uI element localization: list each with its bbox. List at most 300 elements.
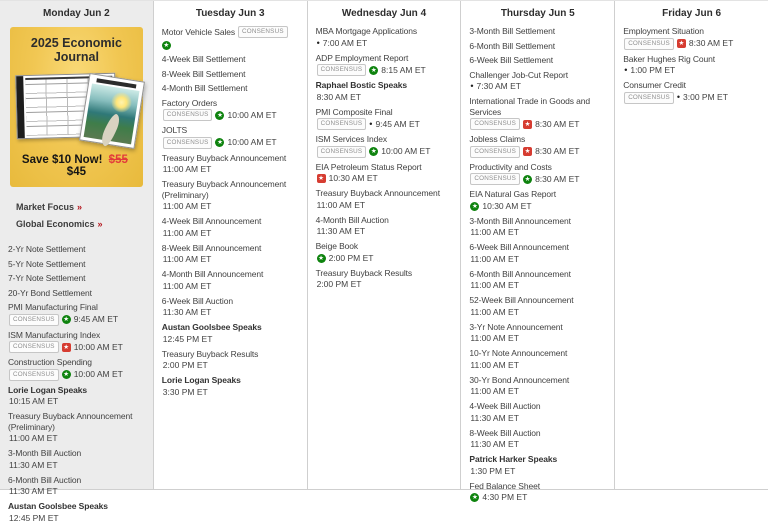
event-name[interactable]: 6-Month Bill Auction <box>8 474 82 485</box>
journal-ad-price <box>15 154 138 178</box>
event-item <box>469 41 606 52</box>
day-header: Thursday Jun 5 <box>500 8 575 19</box>
event-name[interactable]: Lorie Logan Speaks <box>8 384 87 395</box>
event-item <box>469 322 606 345</box>
event-name-row <box>162 153 299 164</box>
event-detail <box>8 341 145 353</box>
event-time: 10:00 AM ET <box>73 369 123 379</box>
event-detail <box>316 173 453 184</box>
event-item <box>162 216 299 239</box>
sun-illustration <box>110 91 133 114</box>
event-name-row <box>162 83 299 94</box>
star-icon-green: ★ <box>524 175 531 183</box>
event-detail <box>469 439 606 450</box>
event-item <box>162 269 299 292</box>
event-name[interactable]: 3-Yr Note Announcement <box>469 321 563 332</box>
event-detail <box>8 486 145 497</box>
event-name[interactable]: 6-Month Bill Announcement <box>469 268 571 279</box>
event-name[interactable]: PMI Composite Final <box>315 106 393 117</box>
journal-cover-landscape <box>84 84 140 145</box>
event-item <box>469 295 606 318</box>
day-column <box>615 1 768 489</box>
event-time: 8:30 AM ET <box>535 173 580 184</box>
event-item <box>316 162 453 185</box>
event-name[interactable]: Treasury Buyback Announcement <box>161 152 287 163</box>
event-item <box>316 80 453 103</box>
consensus-badge: CONSENSUS <box>163 109 213 121</box>
event-time: 8:30 AM ET <box>316 91 362 102</box>
event-time: 11:00 AM ET <box>9 433 58 443</box>
event-item <box>469 242 606 265</box>
event-detail <box>469 146 606 158</box>
event-detail <box>162 164 299 175</box>
event-item <box>8 244 145 255</box>
event-time: 10:00 AM ET <box>73 341 123 352</box>
event-time: 8:15 AM ET <box>381 64 426 75</box>
event-name[interactable]: Jobless Claims <box>469 134 526 144</box>
event-name-row <box>469 269 606 280</box>
event-name[interactable]: International Trade in Goods and Services <box>469 96 590 117</box>
event-item <box>469 428 606 451</box>
star-icon-red: ★ <box>678 40 685 47</box>
event-name[interactable]: Austan Goolsbee Speaks <box>161 322 262 332</box>
event-name-row <box>469 189 606 200</box>
event-name[interactable]: 3-Month Bill Settlement <box>469 26 555 36</box>
event-item <box>623 80 760 104</box>
event-name-row <box>316 107 453 118</box>
event-detail <box>469 360 606 371</box>
star-icon-green: ★ <box>63 371 70 378</box>
event-detail <box>162 307 299 318</box>
event-name-row <box>8 411 145 432</box>
event-detail <box>162 360 299 371</box>
journal-ad-title: 2025 Economic Journal <box>30 36 122 64</box>
day-column <box>0 1 154 523</box>
event-time: 11:30 AM ET <box>470 439 519 449</box>
event-name[interactable]: EIA Natural Gas Report <box>469 189 557 199</box>
event-item <box>316 215 453 238</box>
event-name[interactable]: ISM Manufacturing Index <box>8 329 101 340</box>
event-time: 2:00 PM ET <box>316 279 362 289</box>
event-name-row <box>469 322 606 333</box>
event-name[interactable]: Motor Vehicle Sales <box>161 26 236 37</box>
day-header: Monday Jun 2 <box>43 8 110 19</box>
event-item <box>469 348 606 371</box>
event-name[interactable]: 6-Week Bill Auction <box>161 295 233 306</box>
event-name[interactable]: EIA Petroleum Status Report <box>315 161 422 172</box>
event-detail <box>469 81 606 92</box>
event-name[interactable]: Lorie Logan Speaks <box>161 375 241 385</box>
event-time: 7:00 AM ET <box>322 37 368 48</box>
event-time: 8:30 AM ET <box>688 38 734 48</box>
event-time: 1:30 PM ET <box>470 465 516 476</box>
event-item <box>8 357 145 381</box>
event-item <box>623 54 760 77</box>
event-item <box>316 268 453 291</box>
event-name[interactable]: 4-Week Bill Auction <box>469 401 541 411</box>
event-name[interactable]: 2-Yr Note Settlement <box>8 244 86 254</box>
star-icon-red: ★ <box>524 120 531 128</box>
event-name-row <box>316 268 453 279</box>
event-time: 10:30 AM ET <box>328 173 378 183</box>
day-column <box>461 1 615 502</box>
day-header: Friday Jun 6 <box>662 8 722 19</box>
event-time: 8:30 AM ET <box>535 146 580 156</box>
event-detail <box>162 109 299 121</box>
event-name-row <box>469 55 606 66</box>
event-detail <box>316 92 453 103</box>
event-time: 11:00 AM ET <box>162 227 212 238</box>
event-name[interactable]: 3-Month Bill Auction <box>8 448 82 458</box>
event-detail <box>162 254 299 265</box>
journal-ad[interactable] <box>10 27 143 187</box>
event-name[interactable]: 4-Week Bill Settlement <box>161 54 246 64</box>
event-time: 10:00 AM ET <box>381 146 431 156</box>
save-text: Save $10 Now! <box>21 154 103 166</box>
event-name-row <box>162 54 299 65</box>
event-item <box>623 26 760 50</box>
event-name-row <box>316 162 453 173</box>
event-item <box>469 162 606 186</box>
event-name[interactable]: Treasury Buyback Announcement <box>315 188 440 198</box>
event-detail <box>8 513 145 524</box>
bullet-icon: • <box>470 81 474 91</box>
event-detail <box>162 281 299 292</box>
event-name-row <box>469 295 606 306</box>
event-name-row <box>316 215 453 226</box>
event-name-row <box>162 69 299 80</box>
event-item <box>469 55 606 66</box>
event-name-row <box>316 80 453 91</box>
event-detail <box>469 254 606 265</box>
event-item <box>469 454 606 477</box>
event-detail <box>316 279 453 290</box>
event-name[interactable]: 7-Yr Note Settlement <box>8 273 86 283</box>
event-name[interactable]: Consumer Credit <box>623 80 686 90</box>
event-name-row <box>162 216 299 227</box>
consensus-badge: CONSENSUS <box>624 92 674 104</box>
new-price: $45 <box>66 166 86 178</box>
event-name-row <box>316 134 453 145</box>
event-name[interactable]: PMI Manufacturing Final <box>8 302 98 312</box>
star-icon-green: ★ <box>471 202 478 210</box>
event-detail <box>623 65 760 76</box>
consensus-badge: CONSENSUS <box>238 26 288 38</box>
event-time: 11:00 AM ET <box>470 386 519 396</box>
event-name-row <box>162 26 299 50</box>
event-name[interactable]: Treasury Buyback Announcement (Preliminary) <box>161 179 287 200</box>
event-time: 10:00 AM ET <box>227 137 277 147</box>
event-name-row <box>469 41 606 52</box>
event-name-row <box>623 54 760 65</box>
event-item <box>162 125 299 149</box>
event-name-row <box>162 98 299 109</box>
event-item <box>8 411 145 444</box>
event-detail <box>469 173 606 185</box>
link-arrow-icon: » <box>77 202 83 212</box>
event-name[interactable]: Baker Hughes Rig Count <box>623 53 716 64</box>
event-item <box>316 53 453 77</box>
event-item <box>162 322 299 345</box>
event-time: 11:00 AM ET <box>162 201 212 211</box>
event-name-row <box>469 348 606 359</box>
consensus-badge: CONSENSUS <box>163 137 213 149</box>
event-name[interactable]: Austan Goolsbee Speaks <box>8 501 108 511</box>
event-time: 11:00 AM ET <box>470 306 519 317</box>
event-item <box>162 26 299 50</box>
event-item <box>316 188 453 211</box>
event-name[interactable]: Treasury Buyback Results <box>315 267 413 278</box>
event-item <box>8 448 145 471</box>
event-item <box>8 302 145 326</box>
event-detail <box>469 118 606 130</box>
section-links <box>8 193 145 244</box>
event-detail <box>469 227 606 238</box>
event-name-row <box>469 375 606 386</box>
event-item <box>469 375 606 398</box>
event-name-row <box>469 242 606 253</box>
day-events <box>0 24 153 524</box>
star-icon-green: ★ <box>370 148 377 155</box>
event-detail <box>623 92 760 104</box>
event-item <box>316 107 453 131</box>
event-item <box>162 83 299 94</box>
event-name[interactable]: 20-Yr Bond Settlement <box>8 287 92 298</box>
event-name-row <box>162 125 299 136</box>
event-name-row <box>623 26 760 37</box>
event-name-row <box>623 80 760 91</box>
event-name[interactable]: 8-Week Bill Auction <box>469 427 541 438</box>
event-name-row <box>8 357 145 368</box>
star-icon-green: ★ <box>163 42 170 49</box>
link-arrow-icon: » <box>97 219 103 229</box>
event-name-row <box>469 216 606 227</box>
event-name[interactable]: 4-Month Bill Settlement <box>161 83 248 93</box>
star-icon-red: ★ <box>318 175 324 182</box>
event-time: 11:00 AM ET <box>470 359 519 370</box>
event-name[interactable]: 6-Week Bill Settlement <box>469 55 554 65</box>
event-detail <box>316 64 453 76</box>
event-detail <box>162 387 299 398</box>
event-item <box>469 26 606 37</box>
event-time: 11:00 AM ET <box>316 199 366 210</box>
event-name-row <box>469 481 606 492</box>
event-time: 3:00 PM ET <box>683 92 728 102</box>
event-detail <box>316 200 453 211</box>
consensus-badge: CONSENSUS <box>317 118 367 130</box>
event-name[interactable]: 30-Yr Bond Announcement <box>469 374 570 385</box>
bullet-icon: • <box>676 92 681 102</box>
event-time: 9:45 AM ET <box>375 118 420 129</box>
event-name-row <box>162 296 299 307</box>
bullet-icon: • <box>316 37 320 48</box>
event-time: 2:00 PM ET <box>328 252 374 263</box>
event-detail <box>316 118 453 130</box>
bullet-icon: • <box>624 65 628 75</box>
star-icon-green: ★ <box>471 494 478 501</box>
day-header: Tuesday Jun 3 <box>195 8 265 19</box>
event-item <box>469 216 606 239</box>
event-item <box>8 273 145 284</box>
event-detail <box>469 466 606 477</box>
event-name[interactable]: 10-Yr Note Announcement <box>469 348 568 358</box>
consensus-badge: CONSENSUS <box>624 38 674 50</box>
event-name[interactable]: Treasury Buyback Announcement (Preliminary) <box>8 411 133 432</box>
event-name-row <box>469 454 606 465</box>
event-time: 12:45 PM ET <box>9 512 59 523</box>
event-name-row <box>8 288 145 299</box>
event-detail <box>469 307 606 318</box>
event-name-row <box>8 259 145 270</box>
event-name[interactable]: Raphael Bostic Speaks <box>315 80 408 90</box>
event-name-row <box>162 179 299 200</box>
event-name-row <box>469 162 606 173</box>
event-name[interactable]: Patrick Harker Speaks <box>469 454 558 464</box>
event-item <box>469 269 606 292</box>
day-column <box>308 1 462 489</box>
bullet-icon: • <box>369 118 373 129</box>
event-name[interactable]: 8-Week Bill Announcement <box>161 242 262 253</box>
event-name[interactable]: 4-Month Bill Announcement <box>161 269 264 279</box>
event-name[interactable]: 4-Month Bill Auction <box>315 214 389 225</box>
event-time: 11:00 AM ET <box>162 164 212 174</box>
event-item <box>162 54 299 65</box>
event-name[interactable]: Productivity and Costs <box>469 161 552 172</box>
event-item <box>8 259 145 270</box>
day-events <box>308 24 461 290</box>
event-name[interactable]: Treasury Buyback Results <box>161 348 259 359</box>
market-focus-link[interactable]: Market Focus » <box>16 202 83 212</box>
event-time: 2:00 PM ET <box>162 360 208 370</box>
event-time: 12:45 PM ET <box>162 333 213 344</box>
event-name[interactable]: 4-Week Bill Announcement <box>161 216 262 226</box>
event-detail <box>316 253 453 264</box>
event-name-row <box>162 243 299 254</box>
event-detail <box>469 280 606 291</box>
event-detail <box>8 369 145 381</box>
event-name[interactable]: Construction Spending <box>8 357 92 367</box>
event-item <box>316 241 453 264</box>
star-icon-red: ★ <box>524 148 531 155</box>
event-item <box>162 153 299 176</box>
event-detail <box>8 314 145 326</box>
event-time: 11:30 AM ET <box>316 226 366 236</box>
old-price: $55 <box>108 154 128 166</box>
event-name[interactable]: ISM Services Index <box>315 134 388 144</box>
event-time: 11:00 AM ET <box>470 280 519 290</box>
event-item <box>469 189 606 212</box>
event-detail <box>469 201 606 212</box>
event-time: 3:30 PM ET <box>162 386 208 397</box>
event-item <box>8 501 145 524</box>
event-name[interactable]: Challenger Job-Cut Report <box>469 69 568 80</box>
event-name[interactable]: MBA Mortgage Applications <box>315 26 418 36</box>
event-detail <box>162 228 299 239</box>
event-detail <box>469 492 606 503</box>
event-detail <box>316 146 453 158</box>
event-name-row <box>316 241 453 252</box>
global-economics-link[interactable]: Global Economics » <box>16 219 103 229</box>
consensus-badge: CONSENSUS <box>470 173 520 185</box>
event-detail <box>8 433 145 444</box>
event-name-row <box>469 96 606 117</box>
event-name-row <box>469 70 606 81</box>
event-name-row <box>162 349 299 360</box>
event-item <box>162 243 299 266</box>
star-icon-green: ★ <box>63 316 70 323</box>
event-item <box>316 26 453 49</box>
event-detail <box>316 38 453 49</box>
event-detail <box>469 333 606 344</box>
event-name-row <box>8 330 145 341</box>
event-item <box>162 296 299 319</box>
event-item <box>162 349 299 372</box>
event-detail <box>316 226 453 237</box>
event-detail <box>162 201 299 212</box>
event-name-row <box>316 188 453 199</box>
event-name[interactable]: Fed Balance Sheet <box>469 480 540 491</box>
star-icon-green: ★ <box>318 254 324 262</box>
event-item <box>162 179 299 212</box>
event-time: 11:30 AM ET <box>9 486 58 496</box>
day-header: Wednesday Jun 4 <box>341 8 427 19</box>
day-column <box>154 1 308 489</box>
consensus-badge: CONSENSUS <box>9 369 59 381</box>
event-name-row <box>316 53 453 64</box>
event-name-row <box>469 26 606 37</box>
event-time: 9:45 AM ET <box>73 314 119 324</box>
event-name-row <box>162 375 299 386</box>
event-time: 11:00 AM ET <box>162 254 212 264</box>
journal-ad-image <box>15 71 141 149</box>
event-item <box>469 70 606 93</box>
event-detail <box>8 460 145 471</box>
event-name[interactable]: 6-Month Bill Settlement <box>469 40 555 51</box>
event-name[interactable]: Employment Situation <box>623 26 704 36</box>
event-name[interactable]: JOLTS <box>161 125 188 135</box>
event-name-row <box>8 244 145 255</box>
event-time: 10:15 AM ET <box>9 396 59 406</box>
event-name-row <box>8 501 145 512</box>
event-name[interactable]: 3-Month Bill Announcement <box>469 215 571 226</box>
event-item <box>162 98 299 122</box>
event-name[interactable]: Factory Orders <box>161 97 218 108</box>
event-item <box>316 134 453 158</box>
planner-spine <box>16 76 25 138</box>
event-item <box>469 401 606 424</box>
consensus-badge: CONSENSUS <box>9 314 59 326</box>
event-detail <box>162 334 299 345</box>
event-name[interactable]: 52-Week Bill Announcement <box>469 295 574 305</box>
star-icon-green: ★ <box>217 139 223 146</box>
event-time: 8:30 AM ET <box>535 118 580 129</box>
event-detail <box>469 386 606 397</box>
event-name[interactable]: ADP Employment Report <box>315 52 409 63</box>
event-name-row <box>469 134 606 145</box>
event-item <box>162 69 299 80</box>
consensus-badge: CONSENSUS <box>470 146 520 158</box>
event-item <box>8 475 145 498</box>
event-name[interactable]: Beige Book <box>315 241 359 251</box>
event-name-row <box>8 385 145 396</box>
event-time: 10:00 AM ET <box>227 109 277 120</box>
event-name[interactable]: 8-Week Bill Settlement <box>161 68 246 79</box>
event-time: 4:30 PM ET <box>482 492 528 502</box>
event-name[interactable]: 5-Yr Note Settlement <box>8 258 86 269</box>
event-time: 11:30 AM ET <box>162 307 212 317</box>
event-name[interactable]: 6-Week Bill Announcement <box>469 242 569 252</box>
day-events <box>461 24 614 503</box>
